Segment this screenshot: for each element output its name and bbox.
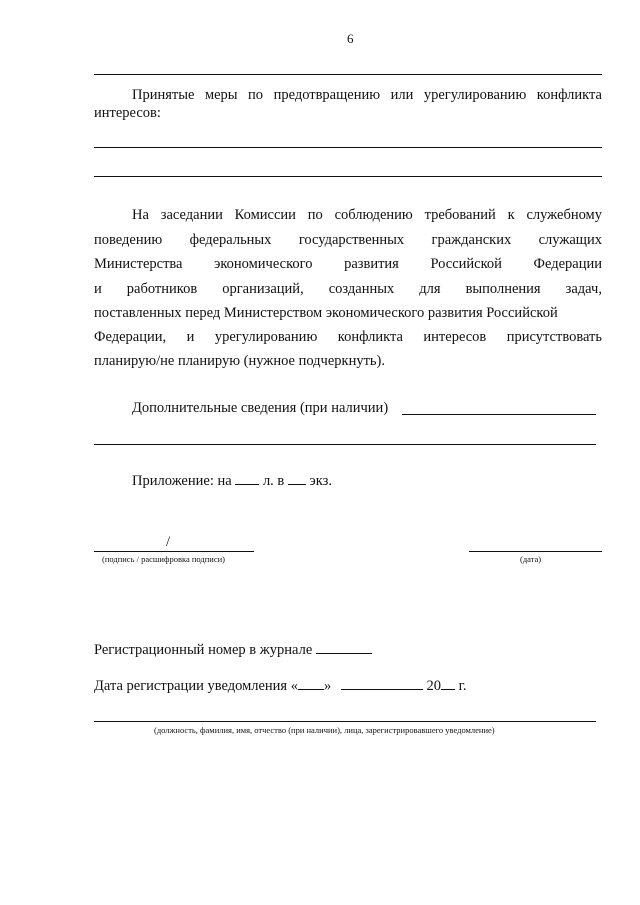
word: развития bbox=[344, 256, 399, 272]
attachment-middle: л. в bbox=[262, 473, 285, 489]
word: Принятые bbox=[132, 87, 195, 103]
date-line[interactable] bbox=[469, 551, 602, 552]
registration-number-line bbox=[94, 640, 372, 659]
registrar-caption: (должность, фамилия, имя, отчество (при наличии), лица, зарегистрировавшего уведомление) bbox=[154, 725, 495, 735]
measures-line-2: интересов: bbox=[94, 105, 161, 121]
measures-line-1 bbox=[132, 86, 602, 104]
attachment-copies-blank[interactable] bbox=[288, 471, 306, 485]
attachment-prefix: Приложение: на bbox=[132, 473, 232, 489]
word: работников bbox=[126, 281, 198, 297]
word: Комиссии bbox=[234, 207, 296, 223]
registrar-line[interactable] bbox=[94, 721, 596, 722]
word: конфликта bbox=[536, 87, 602, 103]
meeting-line-4 bbox=[94, 280, 602, 298]
attachment-pages-blank[interactable] bbox=[235, 471, 259, 485]
word: гражданских bbox=[431, 232, 512, 248]
registration-date-prefix: Дата регистрации уведомления « bbox=[94, 678, 298, 694]
word: или bbox=[390, 87, 414, 103]
word: На bbox=[132, 207, 149, 223]
word: предотвращению bbox=[273, 87, 381, 103]
additional-info-line-2[interactable] bbox=[94, 444, 596, 445]
word: задач, bbox=[565, 281, 602, 297]
meeting-line-3 bbox=[94, 255, 602, 273]
word: Министерства bbox=[94, 256, 183, 272]
word: по bbox=[307, 207, 323, 223]
word: организаций, bbox=[222, 281, 304, 297]
word: поведению bbox=[94, 232, 163, 248]
word: конфликта bbox=[337, 329, 403, 345]
word: урегулированию bbox=[214, 329, 318, 345]
word: требований bbox=[424, 207, 496, 223]
word: к bbox=[507, 207, 515, 223]
registration-number-blank[interactable] bbox=[316, 640, 372, 654]
registration-date-quote-close: » bbox=[323, 678, 332, 694]
word: федеральных bbox=[189, 232, 272, 248]
meeting-line-2 bbox=[94, 231, 602, 249]
word: служащих bbox=[538, 232, 602, 248]
registration-year-suffix: г. bbox=[458, 678, 467, 694]
signature-caption: (подпись / расшифровка подписи) bbox=[102, 554, 226, 564]
word: созданных bbox=[328, 281, 395, 297]
word: и bbox=[94, 281, 102, 297]
word: меры bbox=[204, 87, 238, 103]
registration-year-blank[interactable] bbox=[441, 676, 455, 690]
signature-line[interactable] bbox=[94, 551, 254, 552]
date-caption: (дата) bbox=[520, 554, 542, 564]
word: интересов bbox=[423, 329, 487, 345]
measures-answer-line-2[interactable] bbox=[94, 176, 602, 177]
word: по bbox=[248, 87, 264, 103]
registration-date-line bbox=[94, 676, 467, 695]
word: и bbox=[186, 329, 195, 345]
word: служебному bbox=[526, 207, 602, 223]
meeting-line-6 bbox=[94, 328, 602, 346]
word: Российской bbox=[430, 256, 502, 272]
word: государственных bbox=[298, 232, 405, 248]
registration-day-blank[interactable] bbox=[298, 676, 324, 690]
registration-year-prefix: 20 bbox=[426, 678, 441, 694]
page-number: 6 bbox=[347, 31, 354, 46]
word: соблюдению bbox=[334, 207, 413, 223]
word: экономического bbox=[214, 256, 313, 272]
measures-answer-line-1[interactable] bbox=[94, 147, 602, 148]
word: урегулированию bbox=[423, 87, 527, 103]
registration-number-label: Регистрационный номер в журнале bbox=[94, 642, 313, 658]
word: Федерации, bbox=[94, 329, 167, 345]
registration-month-blank[interactable] bbox=[341, 676, 423, 690]
word: выполнения bbox=[465, 281, 541, 297]
word: заседании bbox=[160, 207, 223, 223]
meeting-line-1 bbox=[132, 206, 602, 224]
additional-info-field[interactable] bbox=[402, 414, 596, 415]
word: для bbox=[419, 281, 441, 297]
meeting-line-7: планирую/не планирую (нужное подчеркнуть). bbox=[94, 353, 385, 369]
word: присутствовать bbox=[506, 329, 602, 345]
word: Федерации bbox=[533, 256, 602, 272]
signature-slash: / bbox=[166, 534, 171, 550]
attachment-line bbox=[132, 471, 332, 490]
attachment-suffix: экз. bbox=[309, 473, 332, 489]
additional-info-label: Дополнительные сведения (при наличии) bbox=[132, 400, 389, 416]
top-rule bbox=[94, 74, 602, 75]
meeting-line-5: поставленных перед Министерством экономического развития Российской bbox=[94, 305, 558, 321]
